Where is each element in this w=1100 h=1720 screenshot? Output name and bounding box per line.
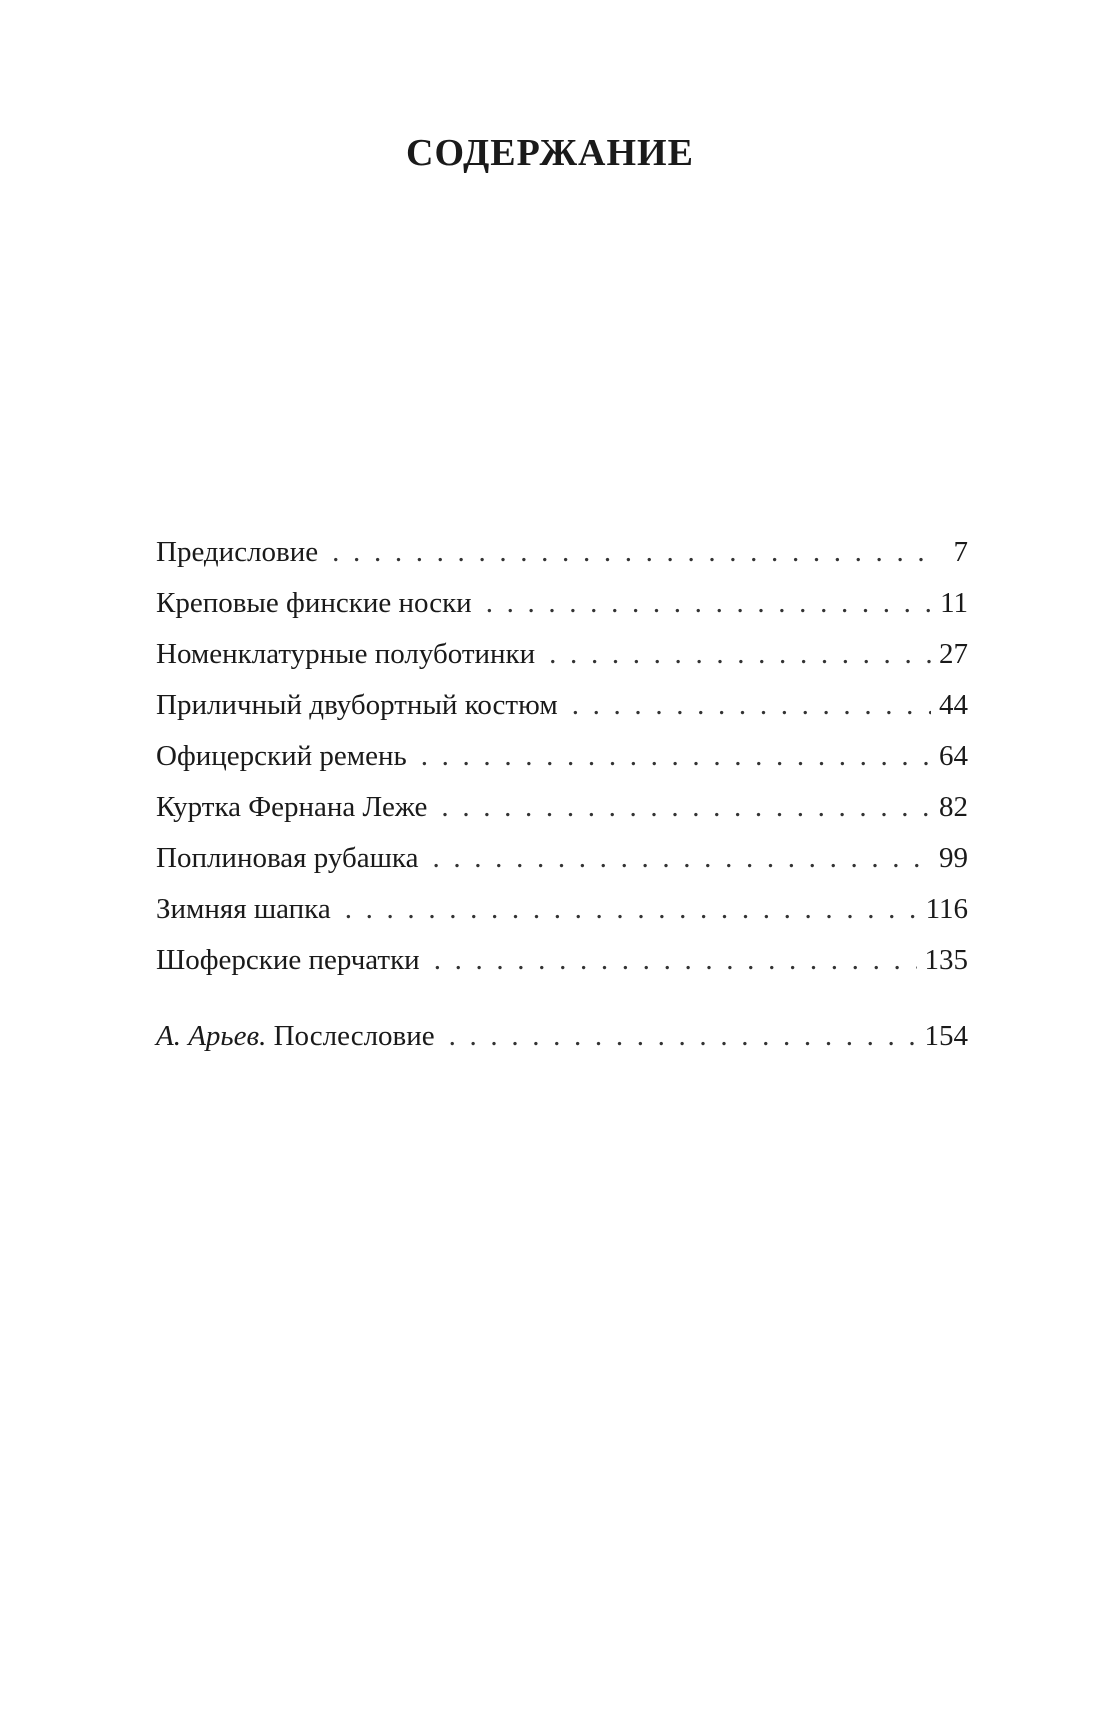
dot-leader (332, 527, 936, 578)
page-title: СОДЕРЖАНИЕ (406, 132, 694, 174)
table-of-contents (156, 527, 968, 1062)
toc-entry (156, 680, 968, 731)
dot-leader (441, 782, 931, 833)
toc-entry-page: 154 (924, 1020, 968, 1052)
toc-entry-label: Номенклатурные полуботинки (156, 638, 536, 670)
dot-leader (421, 731, 931, 782)
toc-entry-page: 44 (939, 689, 968, 721)
toc-entry-label: Шоферские перчатки (156, 944, 420, 976)
dot-leader (572, 680, 931, 731)
toc-entry (156, 527, 968, 578)
toc-entry-page: 99 (939, 842, 968, 874)
toc-entry-page: 135 (924, 944, 968, 976)
afterword-title: Послесловие (273, 1020, 435, 1052)
toc-entry-label: Офицерский ремень (156, 740, 407, 772)
toc-entry-page: 116 (925, 893, 968, 925)
toc-entry-label (156, 1011, 435, 1062)
toc-entry-label: Поплиновая рубашка (156, 842, 419, 874)
toc-entry-label: Предисловие (156, 536, 319, 568)
toc-entry-label: Приличный двубортный костюм (156, 689, 558, 721)
toc-entry-label: Креповые финские носки (156, 587, 472, 619)
toc-entry-label: Куртка Фернана Леже (156, 791, 428, 823)
toc-entry-page: 7 (953, 536, 968, 568)
dot-leader (549, 629, 931, 680)
afterword-author: А. Арьев. (156, 1020, 267, 1052)
toc-entry (156, 833, 968, 884)
toc-entry (156, 731, 968, 782)
toc-entry (156, 578, 968, 629)
dot-leader (432, 833, 931, 884)
toc-entry-page: 27 (939, 638, 968, 670)
toc-entry-afterword (156, 1011, 968, 1062)
toc-entry-label: Зимняя шапка (156, 893, 331, 925)
toc-entry (156, 935, 968, 986)
toc-entry (156, 782, 968, 833)
toc-entry-page: 64 (939, 740, 968, 772)
toc-entry (156, 884, 968, 935)
dot-leader (345, 884, 918, 935)
toc-entry-page: 82 (939, 791, 968, 823)
dot-leader (434, 935, 917, 986)
toc-entry-page: 11 (940, 587, 968, 619)
dot-leader (486, 578, 932, 629)
toc-entry (156, 629, 968, 680)
dot-leader (449, 1011, 917, 1062)
